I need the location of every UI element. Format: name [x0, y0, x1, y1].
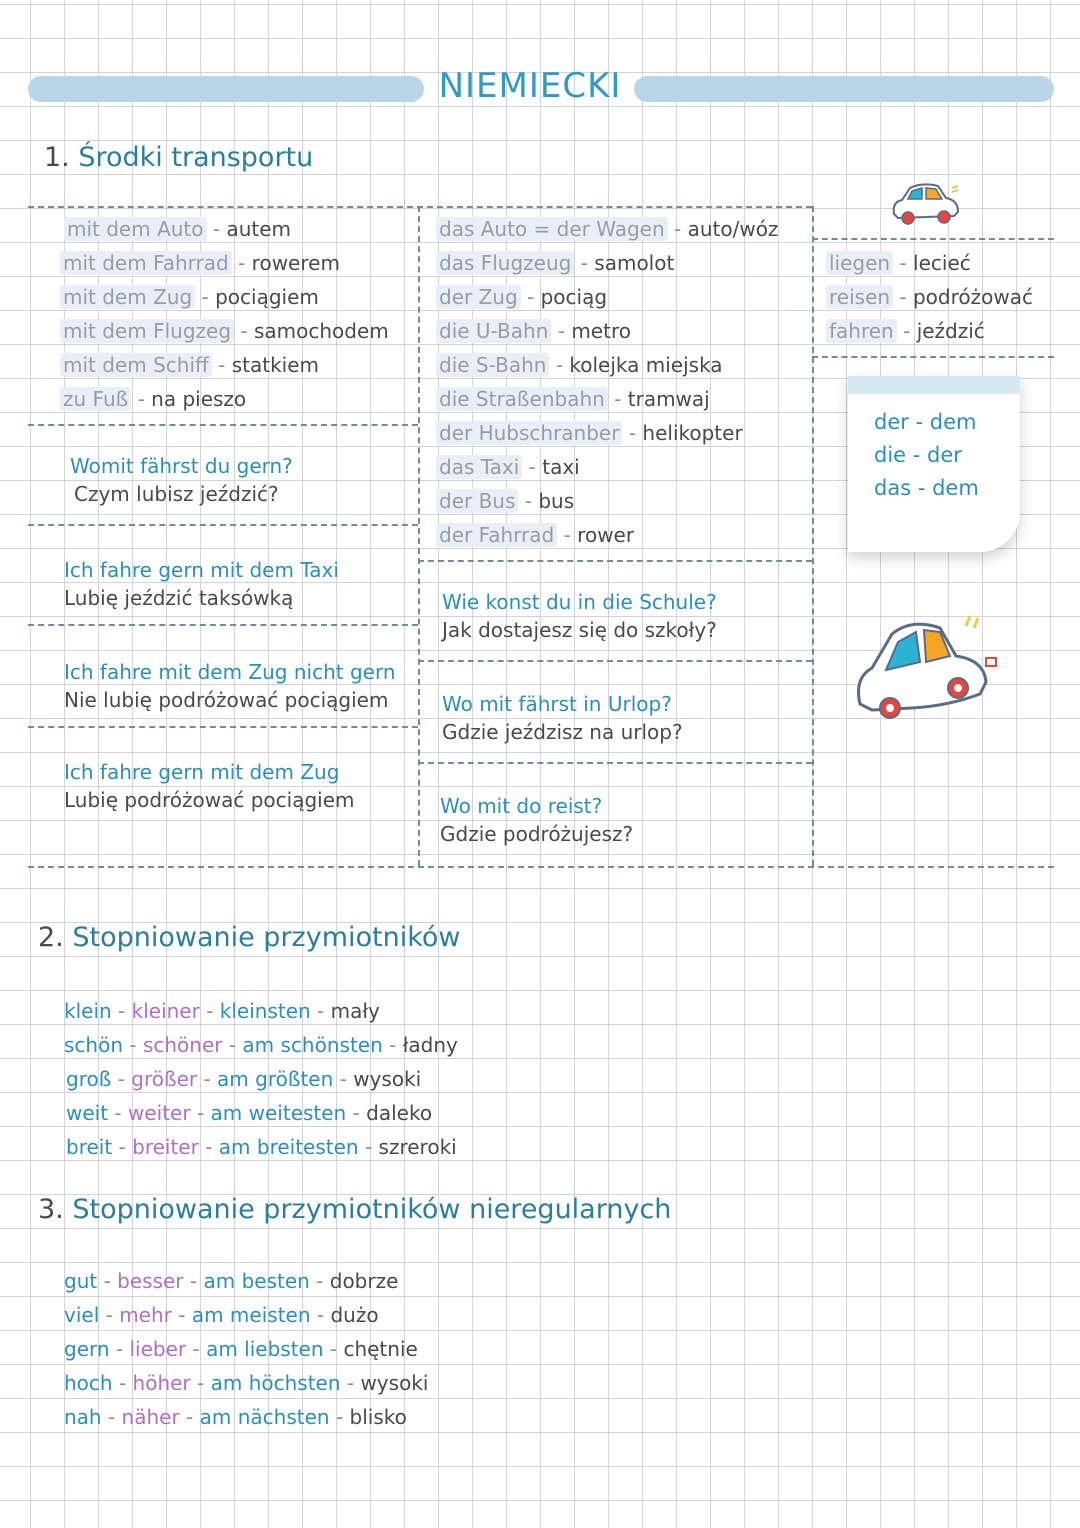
note-row: die - der: [874, 443, 962, 467]
comparison-row: gut - besser - am besten - dobrze: [64, 1269, 399, 1293]
list-item: die U-Bahn - metro: [436, 318, 631, 344]
comparison-row: weit - weiter - am weitesten - daleko: [66, 1101, 433, 1125]
divider: [28, 424, 418, 426]
list-item: das Flugzeug - samolot: [436, 250, 674, 276]
divider: [28, 866, 1054, 868]
phrase-pair: Ich fahre mit dem Zug nicht gern Nie lubię podróżować pociągiem: [64, 660, 396, 712]
list-item: zu Fuß - na pieszo: [60, 386, 246, 412]
comparison-row: viel - mehr - am meisten - dużo: [64, 1303, 379, 1327]
list-item: die S-Bahn - kolejka miejska: [436, 352, 723, 378]
phrase-pair: Wo mit do reist? Gdzie podróżujesz?: [440, 794, 634, 846]
title-banner-right: [634, 76, 1054, 102]
comparison-row: breit - breiter - am breitesten - szreroki: [66, 1135, 457, 1159]
list-item: das Auto = der Wagen - auto/wóz: [436, 216, 778, 242]
divider: [28, 206, 812, 208]
list-item: der Bus - bus: [436, 488, 574, 514]
title-banner-left: [28, 76, 424, 102]
list-item: mit dem Auto - autem: [64, 216, 291, 242]
list-item: der Hubschranber - helikopter: [436, 420, 743, 446]
divider: [418, 206, 420, 866]
page-title: NIEMIECKI: [438, 66, 622, 106]
list-item: mit dem Flugzeg - samochodem: [60, 318, 389, 344]
list-item: liegen - lecieć: [826, 250, 971, 276]
note-row: der - dem: [874, 410, 977, 434]
comparison-row: klein - kleiner - kleinsten - mały: [64, 999, 380, 1023]
section2-heading: 2. Stopniowanie przymiotników: [38, 922, 461, 953]
note-tape: [848, 376, 1020, 394]
divider: [418, 762, 812, 764]
section3-heading: 3. Stopniowanie przymiotników nieregularnych: [38, 1194, 672, 1225]
comparison-row: gern - lieber - am liebsten - chętnie: [64, 1337, 418, 1361]
phrase-pair: Womit fährst du gern? Czym lubisz jeździć?: [70, 454, 293, 506]
list-item: fahren - jeździć: [826, 318, 985, 344]
list-item: mit dem Zug - pociągiem: [60, 284, 319, 310]
list-item: mit dem Schiff - statkiem: [60, 352, 319, 378]
phrase-pair: Ich fahre gern mit dem Taxi Lubię jeździć taksówką: [64, 558, 339, 610]
divider: [812, 206, 814, 866]
phrase-pair: Wo mit fährst in Urlop? Gdzie jeździsz na urlop?: [442, 692, 683, 744]
comparison-row: hoch - höher - am höchsten - wysoki: [64, 1371, 429, 1395]
comparison-row: schön - schöner - am schönsten - ładny: [64, 1033, 458, 1057]
phrase-pair: Wie konst du in die Schule? Jak dostajesz się do szkoły?: [442, 590, 717, 642]
divider: [28, 524, 418, 526]
divider: [28, 726, 418, 728]
small-car-icon: [888, 180, 964, 230]
divider: [418, 660, 812, 662]
articles-note: [848, 376, 1020, 552]
divider: [418, 560, 812, 562]
divider: [28, 624, 418, 626]
list-item: reisen - podróżować: [826, 284, 1033, 310]
comparison-row: nah - näher - am nächsten - blisko: [64, 1405, 407, 1429]
divider: [812, 356, 1054, 358]
list-item: der Zug - pociąg: [436, 284, 607, 310]
section1-heading: 1. Środki transportu: [44, 142, 314, 173]
comparison-row: groß - größer - am größten - wysoki: [66, 1067, 422, 1091]
large-car-icon: [852, 612, 1002, 724]
list-item: der Fahrrad - rower: [436, 522, 634, 548]
list-item: mit dem Fahrrad - rowerem: [60, 250, 340, 276]
phrase-pair: Ich fahre gern mit dem Zug Lubię podróżować pociągiem: [64, 760, 355, 812]
list-item: die Straßenbahn - tramwaj: [436, 386, 710, 412]
divider: [812, 238, 1054, 240]
note-row: das - dem: [874, 476, 979, 500]
list-item: das Taxi - taxi: [436, 454, 580, 480]
